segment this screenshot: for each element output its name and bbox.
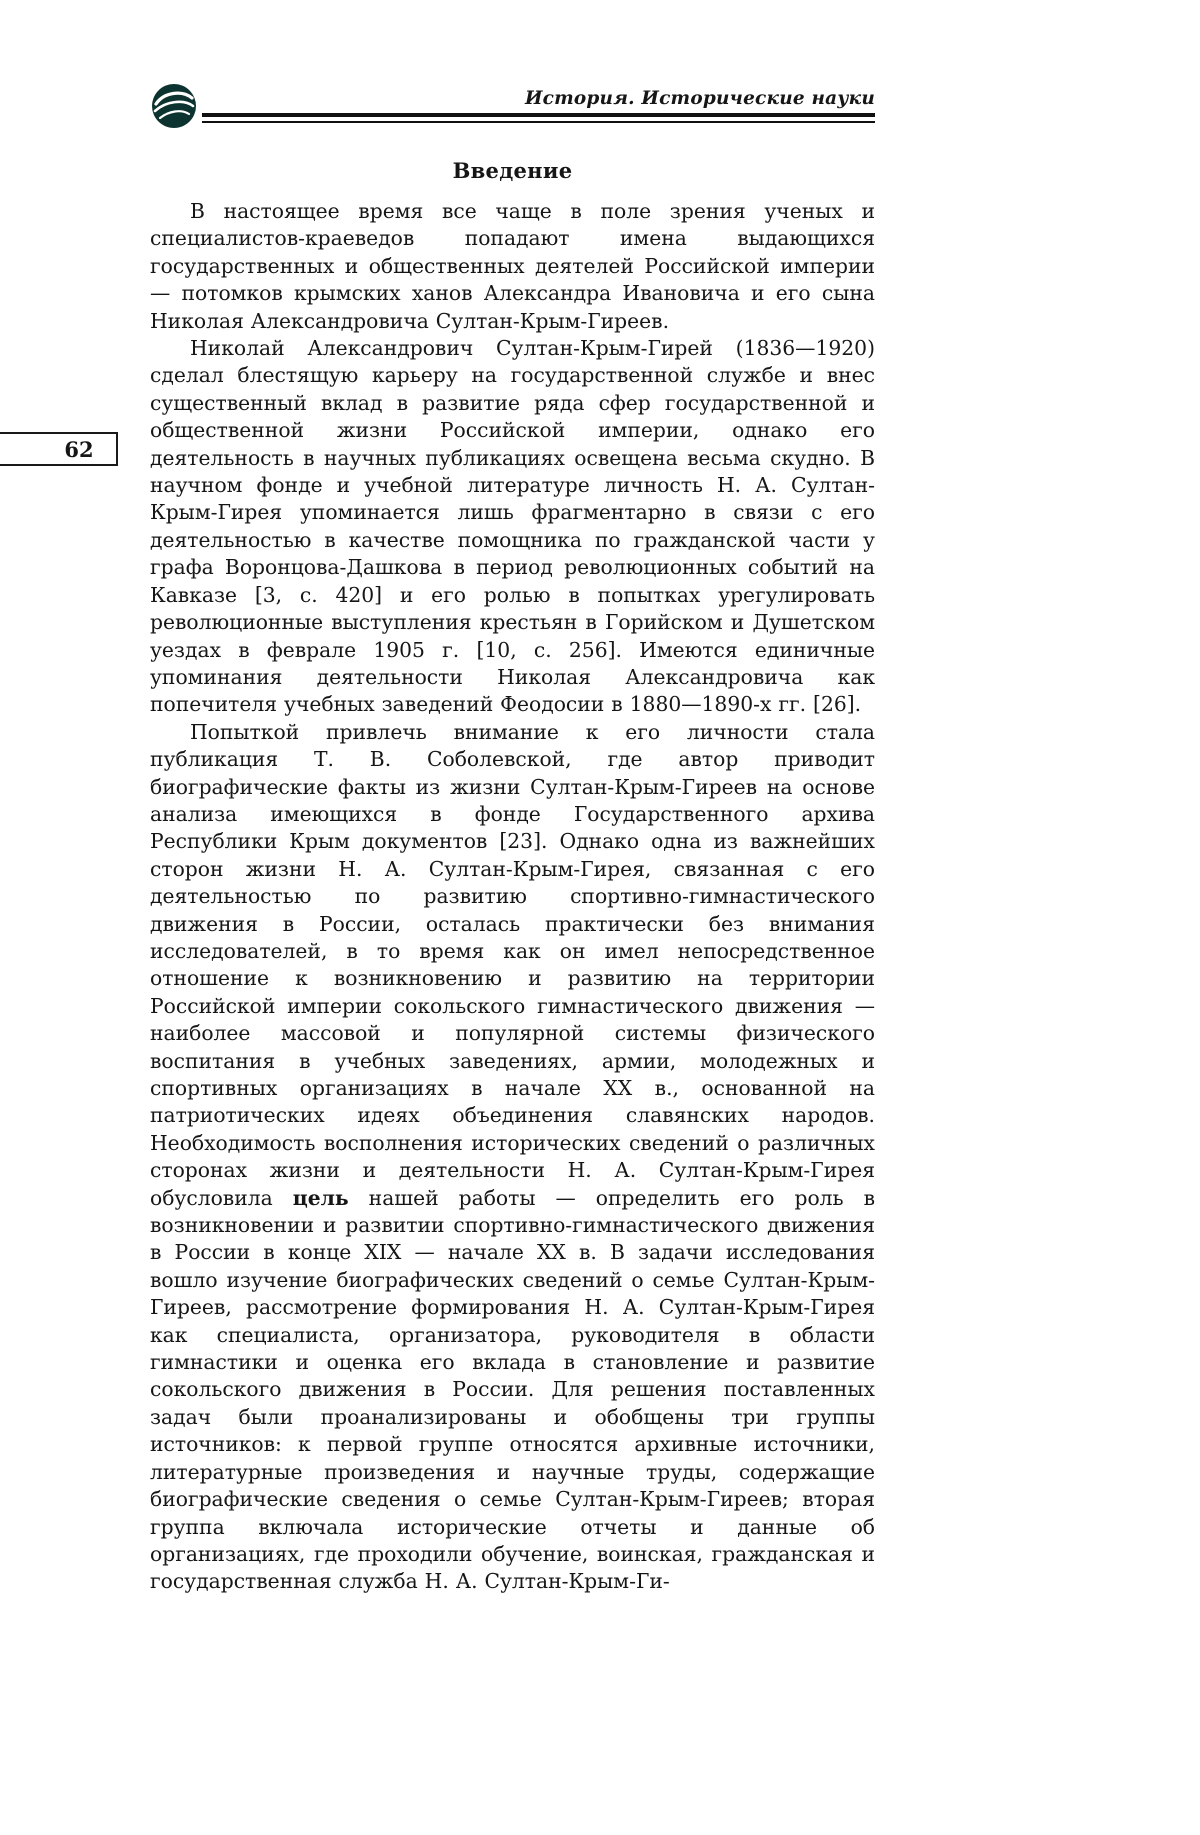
running-head: История. Исторические науки (524, 88, 875, 109)
page-number-box (0, 432, 118, 466)
emphasized-word: цель (292, 1185, 349, 1210)
header-rule-thick (202, 113, 875, 117)
paragraph: В настоящее время все чаще в поле зрения ученых и специалистов-краеведов попадают имена выдающихся государственных и общественных деятелей Российской империи — потомков крымских ханов Александра Ивановича и его сына Николая Александровича Султан-Крым-Гиреев. (150, 199, 875, 333)
paragraph: Николай Александрович Султан-Крым-Гирей (1836—1920) сделал блестящую карьеру на государственной службе и внес существенный вклад в развитие ряда сфер государственной и общественной жизни Российской империи, однако его деятельность в научных публикациях освещена весьма скудно. В научном фонде и учебной литературе личность Н. А. Султан-Крым-Гирея упоминается лишь фрагментарно в связи с его деятельностью в качестве помощника по гражданской части у графа Воронцова-Дашкова в период революционных событий на Кавказе [3, с. 420] и его ролью в попытках урегулировать революционные выступления крестьян в Горийском и Душетском уездах в феврале 1905 г. [10, с. 256]. Имеются единичные упоминания деятельности Николая Александровича как попечителя учебных заведений Феодосии в 1880—1890-х гг. [26]. (150, 336, 875, 717)
section-heading: Введение (452, 158, 573, 183)
paragraph-text: нашей работы — определить его роль в возникновении и развитии спортивно-гимнастического движения в России в конце XIX — начале XX в. В задачи исследования вошло изучение биографических сведений о семье Султан-Крым-Гиреев, рассмотрение формирования Н. А. Султан-Крым-Гирея как специалиста, организатора, руководителя в области гимнастики и оценка его вклада в становление и развитие сокольского движения в России. Для решения поставленных задач были проанализированы и обобщены три группы источников: к первой группе относятся архивные источники, литературные произведения и научные труды, содержащие биографические сведения о семье Султан-Крым-Гиреев; вторая группа включала исторические отчеты и данные об организациях, где проходили обучение, воинская, гражданская и государственная служба Н. А. Султан-Крым-Ги- (150, 1185, 875, 1594)
header-rule-thin (202, 121, 875, 123)
paragraph-text: Попыткой привлечь внимание к его личности стала публикация Т. В. Соболевской, где автор приводит биографические факты из жизни Султан-Крым-Гиреев на основе анализа имеющихся в фонде Государственного архива Республики Крым документов [23]. Однако одна из важнейших сторон жизни Н. А. Султан-Крым-Гирея, связанная с его деятельностью по развитию спортивно-гимнастического движения в России, осталась практически без внимания исследователей, в то время как он имел непосредственное отношение к возникновению и развитию на территории Российской империи сокольского гимнастического движения — наиболее массовой и популярной системы физического воспитания в учебных заведениях, армии, молодежных и спортивных организациях в начале XX в., основанной на патриотических идеях объединения славянских народов. Необходимость восполнения исторических сведений о различных сторонах жизни и деятельности Н. А. Султан-Крым-Гирея обусловила (150, 719, 875, 1210)
page-number: 62 (64, 436, 94, 462)
article-body (150, 158, 875, 1596)
paragraph (150, 719, 875, 1596)
